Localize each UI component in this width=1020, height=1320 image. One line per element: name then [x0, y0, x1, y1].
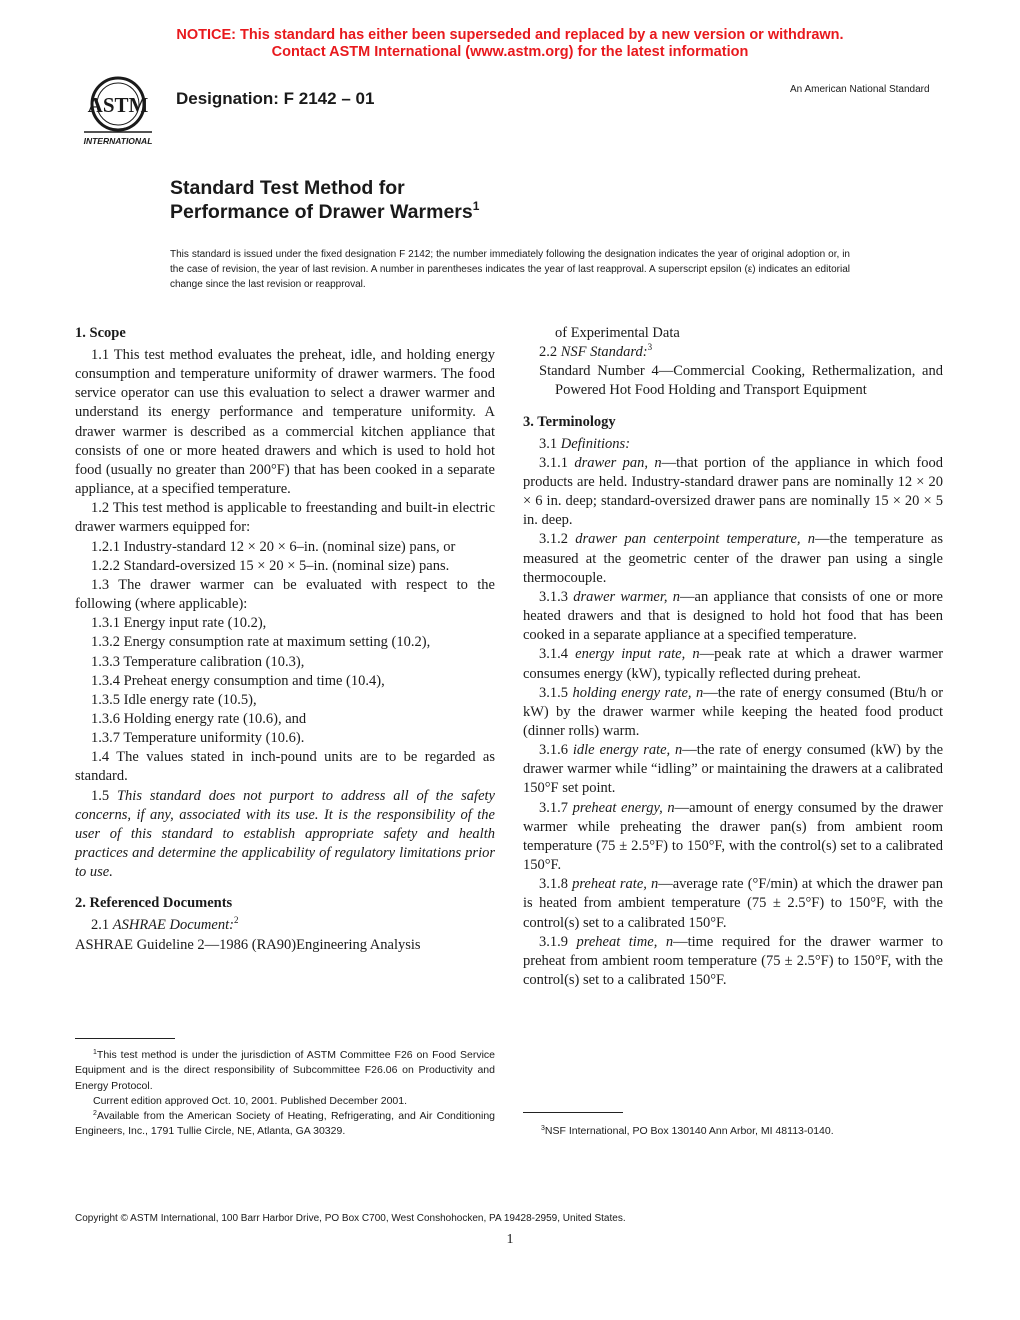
para-2-2-num: 2.2	[539, 344, 558, 361]
def-term: holding energy rate, n	[572, 684, 704, 701]
ashrae-guideline: ASHRAE Guideline 2—1986 (RA90)Engineering Analysis	[75, 936, 421, 953]
para-1-3-5: 1.3.5 Idle energy rate (10.5),	[91, 691, 257, 708]
def-num: 3.1.1	[539, 454, 568, 471]
page-number: 1	[506, 1232, 514, 1247]
def-term: drawer pan, n	[574, 454, 662, 471]
section-heading-scope: 1. Scope	[75, 325, 126, 341]
para-1-2-1: 1.2.1 Industry-standard 12 × 20 × 6–in. (nominal size) pans, or	[91, 538, 456, 555]
logo-subtext: INTERNATIONAL	[83, 136, 153, 146]
footnote-1	[75, 1048, 495, 1094]
def-text: —the rate of energy consumed (Btu/h or kW) by the drawer warmer while keeping the heated food product (dinner rolls) warm.	[523, 684, 944, 739]
ashrae-guideline-cont: of Experimental Data	[555, 325, 680, 341]
right-column	[523, 324, 943, 990]
def-term: preheat time, n	[576, 933, 674, 950]
definition-3-1-6	[523, 741, 943, 798]
title-footnote-ref: 1	[472, 199, 480, 213]
footnote-rule-left	[75, 1038, 175, 1039]
def-term: energy input rate, n	[575, 646, 700, 663]
para-2-1	[75, 916, 495, 935]
section-heading-referenced-documents: 2. Referenced Documents	[75, 895, 233, 912]
title-line-2: Performance of Drawer Warmers	[170, 201, 473, 223]
para-1-4: 1.4 The values stated in inch-pound units are to be regarded as standard.	[75, 749, 495, 785]
para-1-3-6: 1.3.6 Holding energy rate (10.6), and	[91, 710, 307, 727]
copyright: Copyright © ASTM International, 100 Barr Harbor Drive, PO Box C700, West Conshohocken, PA 19428-2959, United States.	[75, 1213, 626, 1224]
left-column	[75, 324, 495, 955]
notice-line-2: Contact ASTM International (www.astm.org) for the latest information	[271, 44, 749, 60]
def-num: 3.1.8	[539, 876, 568, 893]
definition-3-1-3	[523, 588, 943, 645]
para-3-1	[523, 435, 943, 454]
def-num: 3.1.3	[539, 588, 568, 605]
title-line-1: Standard Test Method for	[170, 177, 405, 199]
american-national-standard-label: An American National Standard	[790, 84, 930, 95]
footnote-1-approved: Current edition approved Oct. 10, 2001. Published December 2001.	[93, 1094, 408, 1107]
logo-text: ASTM	[87, 93, 149, 117]
def-term: preheat energy, n	[572, 799, 675, 816]
footnote-1-text: This test method is under the jurisdiction of ASTM Committee F26 on Food Service Equipment and is the direct responsibility of Subcommittee F26.06 on Productivity and Energy Protocol.	[75, 1049, 495, 1092]
para-1-1: 1.1 This test method evaluates the preheat, idle, and holding energy consumption and temperature uniformity of drawer warmers. The food service operator can use this evaluation to select a drawer warmer and understand its energy performance and temperature uniformity. A drawer warmer is described as a commercial kitchen appliance that consists of one or more heated drawers and which is used to hold hot food (usually no greater than 200°F) that has been cooked in a separate appliance, at a specified temperature.	[75, 347, 495, 498]
para-1-5-text: This standard does not purport to address all of the safety concerns, if any, associated with its use. It is the responsibility of the user of this standard to establish appropriate safety and health practices and determine the applicability of regulatory limitations prior to use.	[75, 787, 495, 881]
footnotes-left	[75, 1048, 495, 1140]
footnote-2-marker: 2	[93, 1110, 97, 1118]
notice-banner	[0, 27, 1020, 61]
footnote-ref-2: 2	[233, 915, 239, 926]
def-text: —the rate of energy consumed (kW) by the drawer warmer while “idling” or maintaining the drawers at a calibrated 150°F set point.	[523, 742, 944, 797]
footnote-2-text: Available from the American Society of Heating, Refrigerating, and Air Conditioning Engineers, Inc., 1791 Tullie Circle, NE, Atlanta, GA 30329.	[75, 1110, 495, 1138]
definition-3-1-4	[523, 645, 943, 683]
definition-3-1-8	[523, 875, 943, 932]
para-1-2: 1.2 This test method is applicable to freestanding and built-in electric drawer warmers equipped for:	[75, 500, 495, 536]
def-num: 3.1.2	[539, 531, 568, 548]
astm-logo-mark	[76, 74, 160, 148]
para-1-5-num: 1.5	[91, 787, 110, 804]
def-num: 3.1.9	[539, 933, 568, 950]
designation: Designation: F 2142 – 01	[176, 89, 375, 108]
def-term: preheat rate, n	[572, 876, 659, 893]
def-text: —the temperature as measured at the geometric center of the drawer pan using a single thermocouple.	[523, 531, 944, 586]
definition-3-1-7	[523, 799, 943, 876]
def-text: —average rate (°F/min) at which the drawer pan is heated from ambient temperature (75 ± 2.5°F) to 150°F, with the control(s) set to a calibrated 150°F.	[523, 876, 943, 931]
def-num: 3.1.4	[539, 646, 568, 663]
def-text: —time required for the drawer warmer to preheat from ambient room temperature (75 ± 2.5°F) to 150°F, with the control(s) set to a calibrated 150°F.	[523, 933, 944, 988]
section-heading-terminology: 3. Terminology	[523, 413, 616, 430]
para-2-2-text: NSF Standard:	[560, 344, 648, 361]
def-text: —amount of energy consumed by the drawer warmer while preheating the drawer pan(s) from ambient room temperature (75 ± 2.5°F) to 150°F, with the control(s) set to a calibrated 150°F.	[523, 799, 943, 874]
document-title	[170, 176, 479, 224]
def-text: —an appliance that consists of one or more heated drawers and that is designed to hold hot food that has been cooked in a separate appliance at a specified temperature.	[523, 588, 943, 644]
para-1-5	[75, 787, 495, 883]
para-3-1-num: 3.1	[539, 435, 558, 452]
def-term: idle energy rate, n	[572, 742, 683, 759]
issuance-note: This standard is issued under the fixed designation F 2142; the number immediately following the designation indicates the year of original adoption or, in the case of revision, the year of last revision. A number in parentheses indicates the year of last reapproval. A superscript epsilon (ε) indicates an editorial change since the last revision or reapproval.	[170, 249, 850, 290]
def-text: —that portion of the appliance in which food products are held. Industry-standard drawer pans are nominally 12 × 20 × 6 in. deep; standard-oversized drawer pans are nominally 15 × 20 × 5 in. deep.	[523, 454, 943, 529]
para-1-3-2: 1.3.2 Energy consumption rate at maximum setting (10.2),	[91, 634, 431, 651]
footnotes-right	[523, 1124, 943, 1139]
definition-3-1-9	[523, 933, 943, 990]
def-num: 3.1.5	[539, 684, 568, 701]
para-1-3: 1.3 The drawer warmer can be evaluated with respect to the following (where applicable):	[75, 576, 495, 613]
nsf-standard: Standard Number 4—Commercial Cooking, Rethermalization, and Powered Hot Food Holding and Transport Equipment	[539, 363, 943, 399]
para-2-2	[523, 343, 943, 362]
para-1-3-4: 1.3.4 Preheat energy consumption and time (10.4),	[91, 672, 385, 689]
def-num: 3.1.6	[539, 742, 568, 759]
footnote-3-marker: 3	[541, 1125, 545, 1132]
astm-logo	[76, 74, 160, 148]
para-1-3-1: 1.3.1 Energy input rate (10.2),	[91, 615, 267, 632]
definition-3-1-5	[523, 684, 943, 741]
definition-3-1-1	[523, 454, 943, 531]
footnote-2	[75, 1109, 495, 1140]
def-term: drawer pan centerpoint temperature, n	[575, 531, 816, 548]
para-1-3-7: 1.3.7 Temperature uniformity (10.6).	[91, 730, 305, 747]
footnote-ref-3: 3	[647, 342, 653, 353]
footnote-1-marker: 1	[93, 1049, 97, 1056]
para-1-2-2: 1.2.2 Standard-oversized 15 × 20 × 5–in. (nominal size) pans.	[91, 557, 450, 574]
def-num: 3.1.7	[539, 799, 568, 816]
para-1-3-3: 1.3.3 Temperature calibration (10.3),	[91, 653, 305, 670]
para-3-1-text: Definitions:	[560, 435, 631, 452]
footnote-rule-right	[523, 1112, 623, 1113]
footnote-3	[523, 1124, 943, 1139]
notice-line-1: NOTICE: This standard has either been superseded and replaced by a new version or withdrawn.	[176, 27, 844, 43]
definition-3-1-2	[523, 530, 943, 587]
def-text: —peak rate at which a drawer warmer consumes energy (kW), typically reflected during preheat.	[523, 646, 944, 682]
para-2-1-text: ASHRAE Document:	[112, 917, 234, 934]
def-term: drawer warmer, n	[573, 588, 681, 605]
para-2-1-num: 2.1	[91, 917, 110, 934]
footnote-3-text: NSF International, PO Box 130140 Ann Arbor, MI 48113-0140.	[544, 1125, 834, 1137]
